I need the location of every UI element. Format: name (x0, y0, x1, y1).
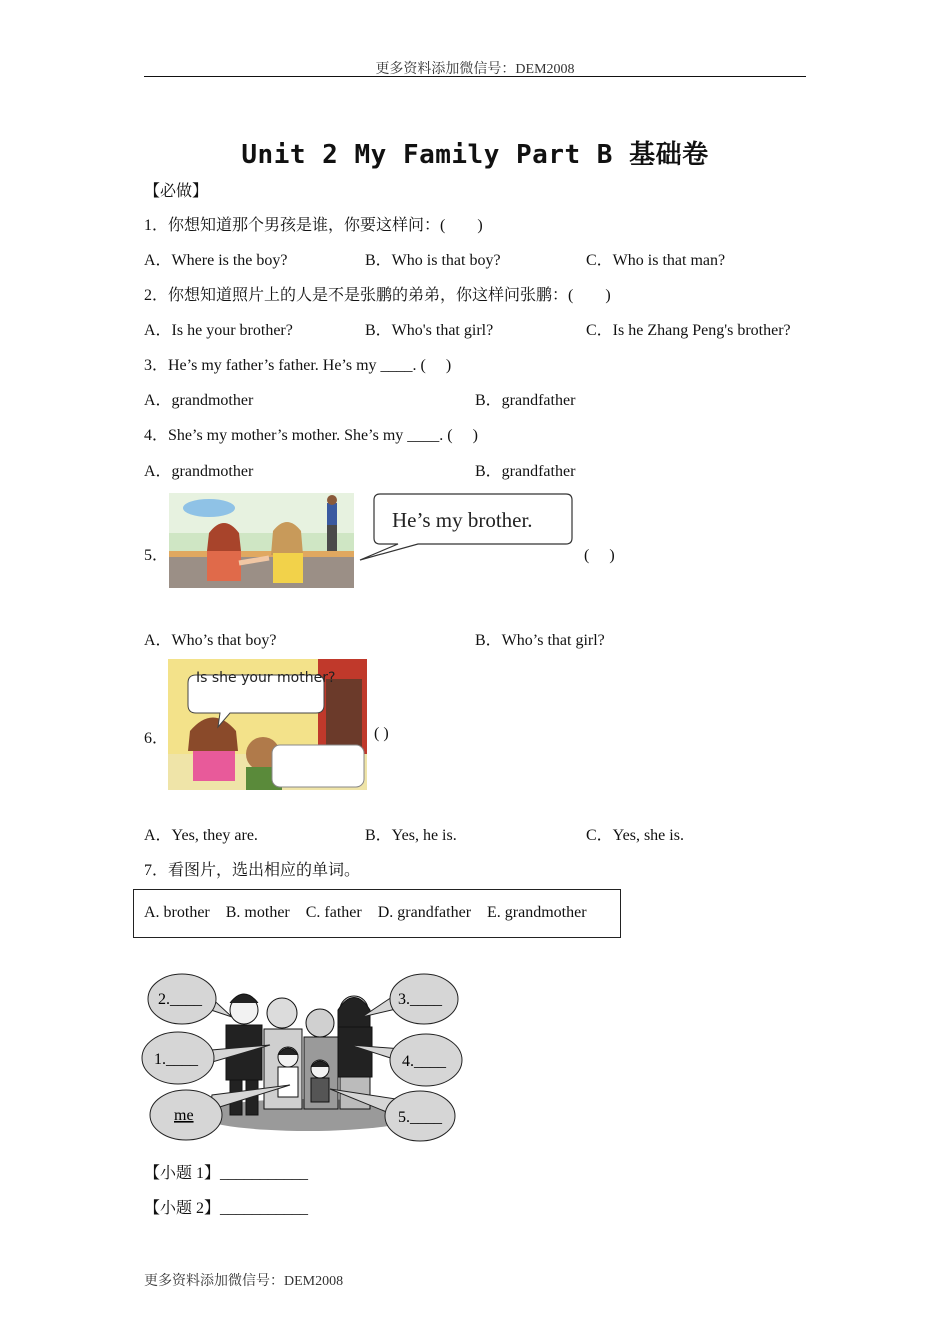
q1-stem: 1．你想知道那个男孩是谁，你要这样问：( ) (144, 217, 483, 234)
q4-option-b: B．grandfather (475, 463, 576, 480)
q5-option-b: B．Who’s that girl? (475, 632, 605, 649)
q5-number: 5． (144, 547, 169, 564)
q7-family-picture (140, 965, 465, 1145)
q6-answer-paren: ( ) (374, 725, 389, 742)
q3-option-a: A．grandmother (144, 392, 254, 409)
bubble-4-label: 4.____ (402, 1053, 446, 1070)
page-header: 更多资料添加微信号：DEM2008 (375, 62, 575, 77)
bubble-5-label: 5.____ (398, 1109, 442, 1126)
q6-number: 6． (144, 730, 169, 747)
bubble-2-label: 2.____ (158, 991, 202, 1008)
q1-option-c: C．Who is that man? (586, 252, 726, 269)
sub-question-1: 【小题 1】___________ (144, 1165, 309, 1182)
q3-stem: 3．He’s my father’s father. He’s my ____. ( ) (144, 357, 452, 374)
q2-option-b: B．Who's that girl? (365, 322, 494, 339)
q2-option-a: A．Is he your brother? (144, 322, 293, 339)
q1-option-a: A．Where is the boy? (144, 252, 288, 269)
q4-option-a: A．grandmother (144, 463, 254, 480)
q5-bubble-text: He’s my brother. (392, 508, 533, 532)
q7-stem: 7．看图片，选出相应的单词。 (144, 862, 361, 879)
q1-option-b: B．Who is that boy? (365, 252, 501, 269)
page-footer: 更多资料添加微信号：DEM2008 (144, 1274, 344, 1289)
bubble-1-label: 1.____ (154, 1051, 198, 1068)
bubble-3-label: 3.____ (398, 991, 442, 1008)
worksheet-title: Unit 2 My Family Part B 基础卷 (241, 140, 709, 170)
q2-stem: 2．你想知道照片上的人是不是张鹏的弟弟，你这样问张鹏：( ) (144, 287, 611, 304)
q3-option-b: B．grandfather (475, 392, 576, 409)
sub-question-2: 【小题 2】___________ (144, 1200, 309, 1217)
section-label: 【必做】 (144, 183, 209, 200)
q7-word-box-text: A. brother B. mother C. father D. grandfather E. grandmother (144, 904, 587, 921)
header-rule (144, 76, 806, 77)
bubble-me-label: me (174, 1107, 194, 1124)
q6-option-c: C．Yes, she is. (586, 827, 684, 844)
q5-answer-paren: ( ) (584, 547, 615, 564)
q5-option-a: A．Who’s that boy? (144, 632, 277, 649)
q6-option-b: B．Yes, he is. (365, 827, 457, 844)
q4-stem: 4．She’s my mother’s mother. She’s my ____. ( ) (144, 427, 478, 444)
q2-option-c: C．Is he Zhang Peng's brother? (586, 322, 791, 339)
q6-bubble-text: Is she your mother? (196, 670, 336, 686)
q5-picture (169, 493, 354, 588)
q6-option-a: A．Yes, they are. (144, 827, 258, 844)
